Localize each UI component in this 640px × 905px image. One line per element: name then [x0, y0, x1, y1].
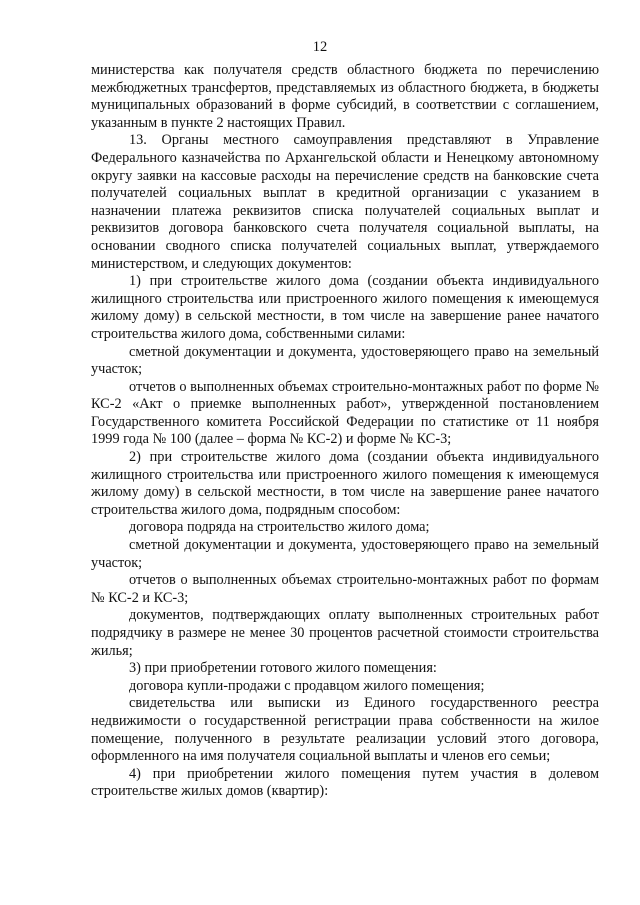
paragraph-subitem-2-contract: договора подряда на строительство жилого дома;: [129, 519, 430, 536]
paragraph-subitem-1-reports: отчетов о выполненных объемах строительно-монтажных работ по форме № КС-2 «Акт о приемке выполненных работ», утвержденной постановлением Государственного комитета Российской Федерации по статистике от 11 ноября 1999 года № 100 (далее – форма № КС-2) и форме № КС-3;: [91, 378, 599, 448]
paragraph-subitem-2-estimate-docs: сметной документации и документа, удостоверяющего право на земельный участок;: [91, 537, 599, 571]
paragraph-subitem-3-registry-certificate: свидетельства или выписки из Единого государственного реестра недвижимости о государственной регистрации права собственности на жилое помещение, полученного в результате реализации условий этого договора, оформленного на имя получателя социальной выплаты и членов его семьи;: [91, 695, 599, 765]
paragraph-subitem-2-reports: отчетов о выполненных объемах строительно-монтажных работ по формам № КС-2 и КС-3;: [91, 572, 599, 606]
paragraph-subitem-3: 3) при приобретении готового жилого помещения:: [129, 660, 437, 677]
document-body: [91, 62, 599, 801]
paragraph-subitem-4: 4) при приобретении жилого помещения путем участия в долевом строительстве жилых домов (квартир):: [91, 765, 599, 800]
paragraph-continuation: министерства как получателя средств областного бюджета по перечислению межбюджетных трансфертов, представляемых из областного бюджета, в бюджеты муниципальных образований в форме субсидий, в соответствии с соглашением, указанным в пункте 2 настоящих Правил.: [91, 62, 599, 131]
paragraph-item-13: 13. Органы местного самоуправления представляют в Управление Федерального казначейства по Архангельской области и Ненецкому автономному округу заявки на кассовые расходы на перечисление средств на банковские счета получателей социальных выплат в кредитной организации с указанием в назначении платежа реквизитов списка получателей социальных выплат и реквизитов договора банковского счета получателя социальной выплаты, на основании сводного списка получателей социальных выплат, утверждаемого министерством, и следующих документов:: [91, 132, 599, 272]
paragraph-subitem-1-estimate-docs: сметной документации и документа, удостоверяющего право на земельный участок;: [91, 343, 599, 378]
paragraph-subitem-3-purchase-contract: договора купли-продажи с продавцом жилого помещения;: [129, 677, 485, 694]
paragraph-subitem-1: 1) при строительстве жилого дома (создании объекта индивидуального жилищного строительства или пристроенного жилого помещения к имеющемуся жилому дому) в сельской местности, в том числе на завершение ранее начатого строительства жилого дома, собственными силами:: [91, 273, 599, 342]
paragraph-subitem-2-payment-docs: документов, подтверждающих оплату выполненных строительных работ подрядчику в размере не менее 30 процентов расчетной стоимости строительства жилья;: [91, 607, 599, 659]
page-number: 12: [312, 39, 328, 55]
paragraph-subitem-2: 2) при строительстве жилого дома (создании объекта индивидуального жилищного строительства или пристроенного жилого помещения к имеющемуся жилому дому) в сельской местности, в том числе на завершение ранее начатого строительства жилого дома, подрядным способом:: [91, 449, 599, 518]
